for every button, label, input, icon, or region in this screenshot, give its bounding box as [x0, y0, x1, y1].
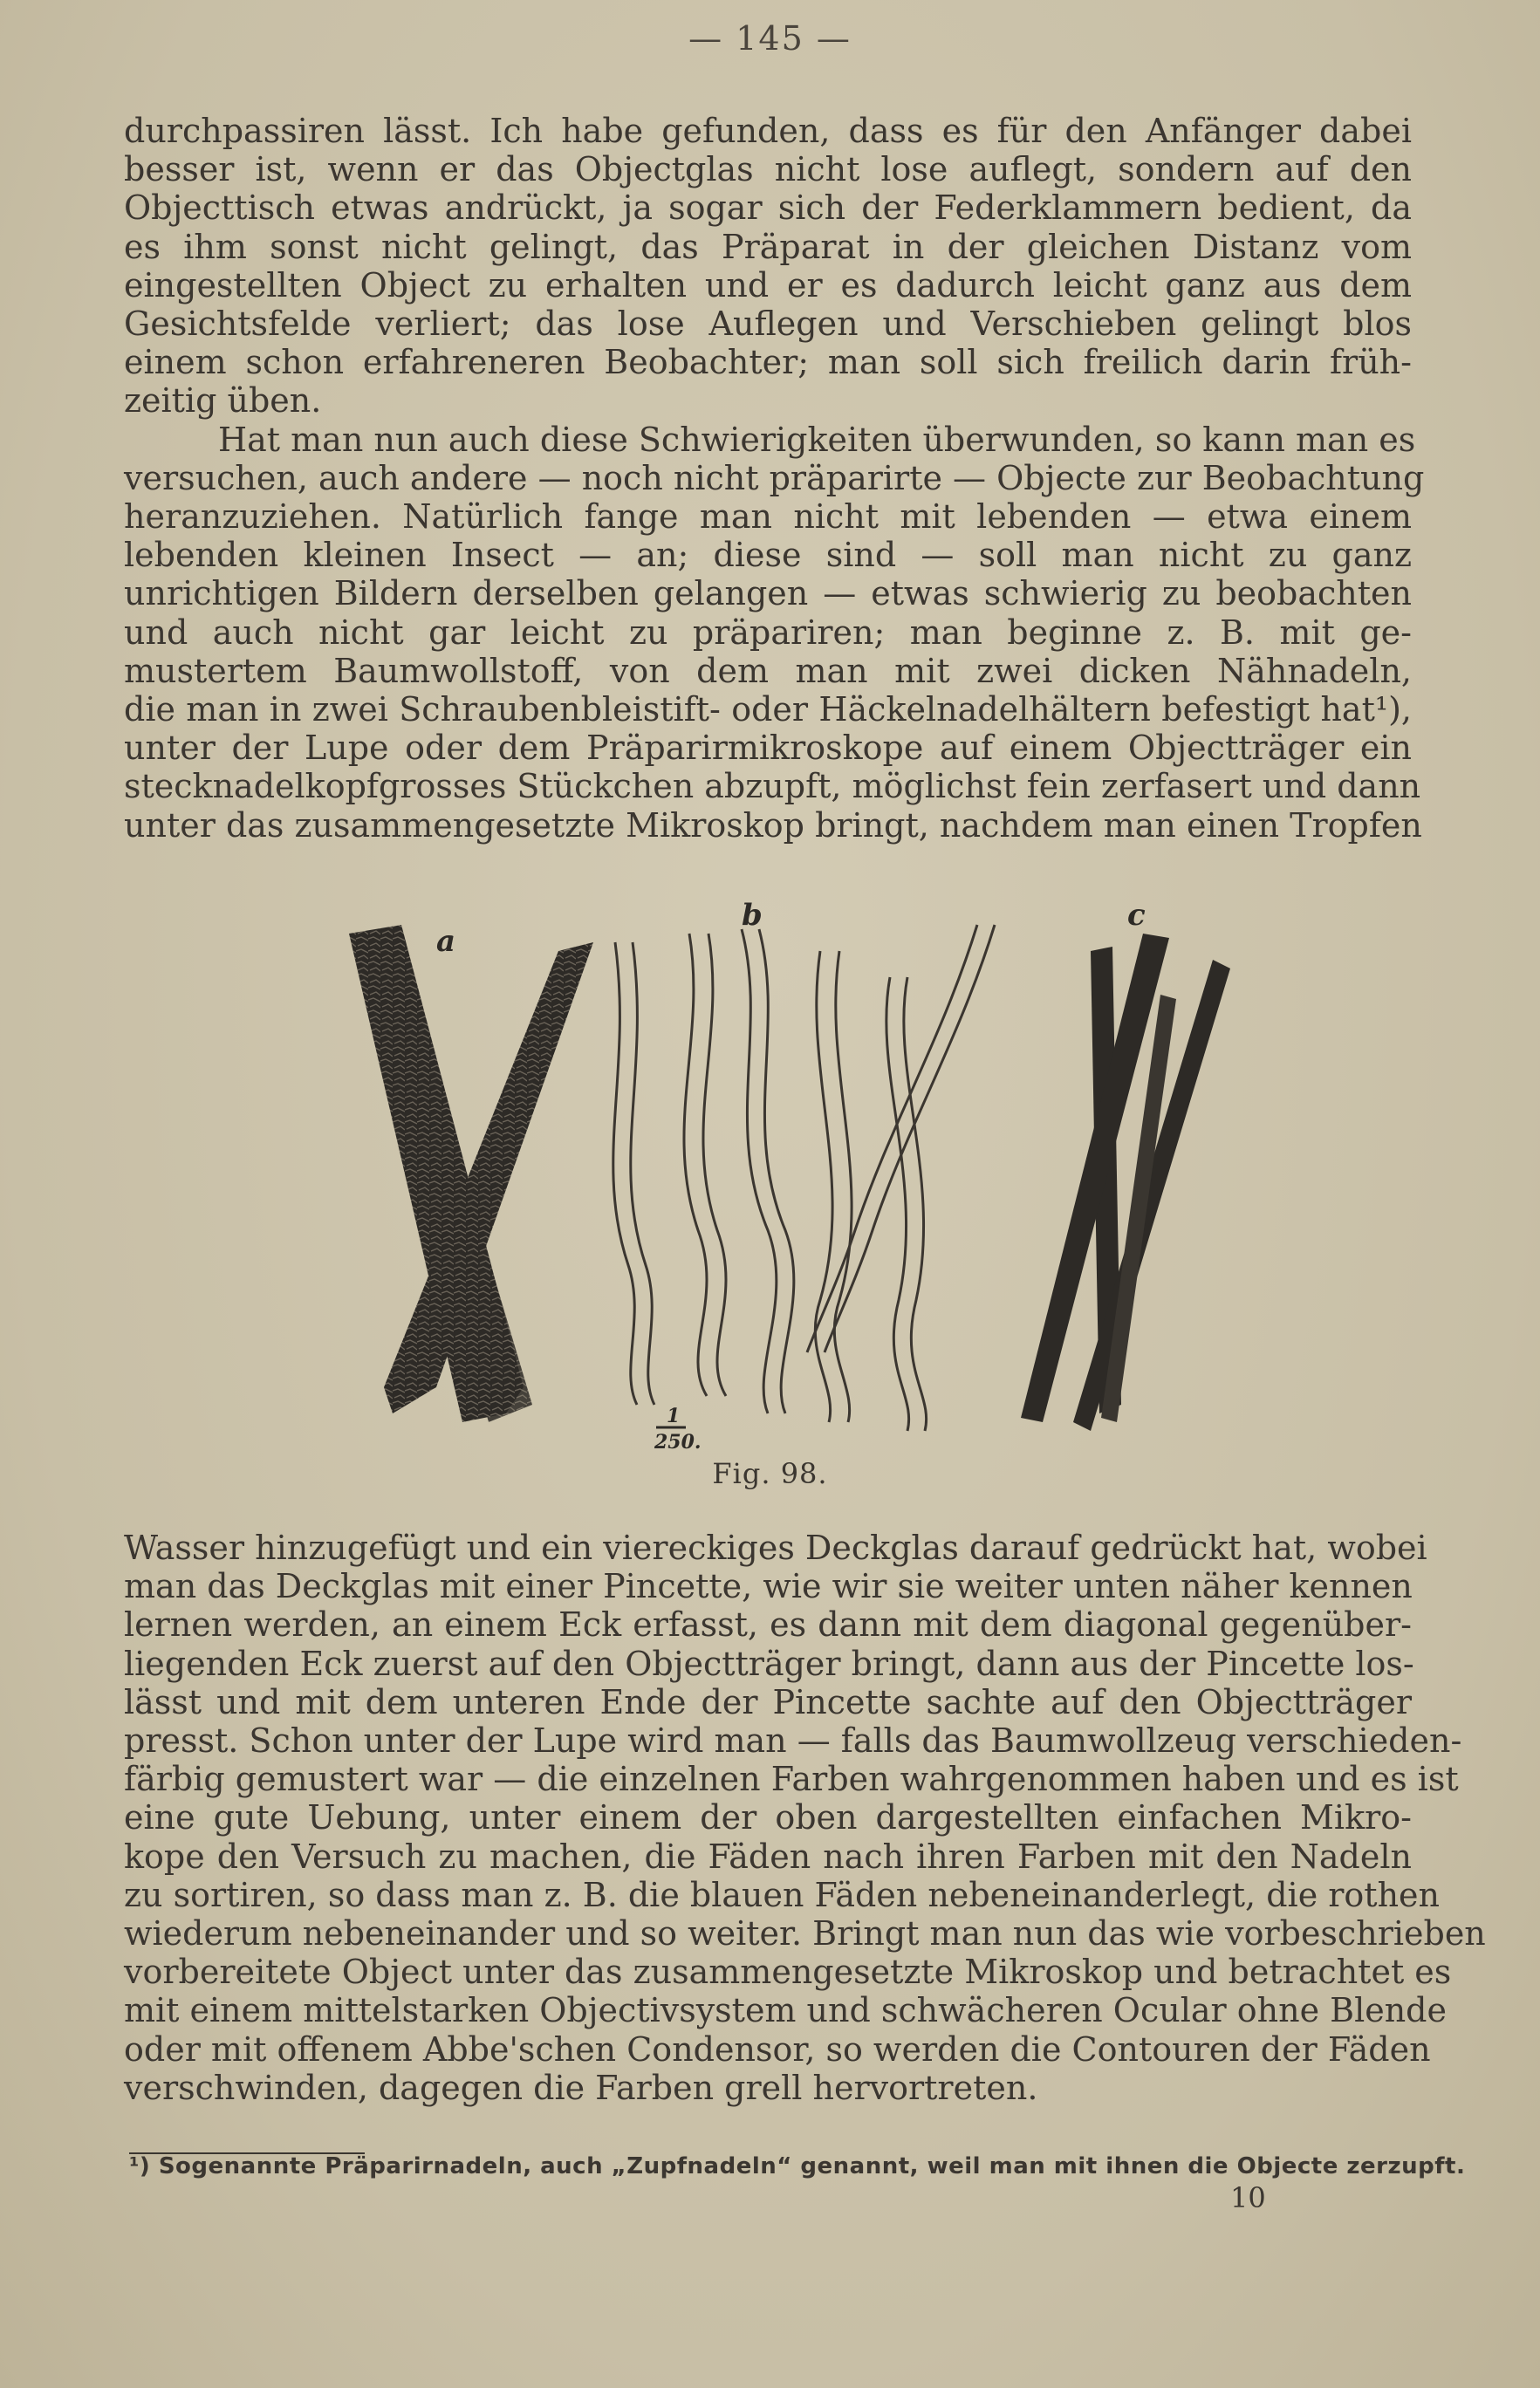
scale-numerator: 1 — [667, 1405, 681, 1427]
text-line: oder mit offenem Abbe'schen Condensor, so werden die Contouren der Fäden — [124, 2029, 1431, 2069]
text-line: unter der Lupe oder dem Präparirmikroskope auf einem Objectträger ein — [124, 729, 1412, 768]
text-line: einem schon erfahreneren Beobachter; man soll sich freilich darin früh- — [124, 343, 1412, 382]
text-line: und auch nicht gar leicht zu präpariren; man beginne z. B. mit ge- — [124, 612, 1412, 652]
text-line: durchpassiren lässt. Ich habe gefunden, dass es für den Anfänger dabei — [124, 112, 1412, 150]
paragraph-block-bottom — [124, 1529, 1486, 2107]
text-line: Hat man nun auch diese Schwierigkeiten überwunden, so kann man es — [218, 420, 1416, 459]
text-line: heranzuziehen. Natürlich fange man nicht mit lebenden — etwa einem — [124, 497, 1412, 537]
figure-label-a: a — [436, 924, 456, 959]
figure-label-b: b — [742, 899, 763, 933]
text-line: mustertem Baumwollstoff, von dem man mit zwei dicken Nähnadeln, — [124, 651, 1412, 690]
figure-cotton-fibers — [332, 899, 1230, 1457]
fiber-illustration — [332, 899, 1230, 1457]
text-line: unrichtigen Bildern derselben gelangen — etwas schwierig zu beobachten — [124, 574, 1412, 613]
text-line: vorbereitete Object unter das zusammengesetzte Mikroskop und betrachtet es — [124, 1953, 1452, 1992]
text-line: Gesichtsfelde verliert; das lose Auflegen und Verschieben gelingt blos — [124, 304, 1412, 344]
text-line: unter das zusammengesetzte Mikroskop bringt, nachdem man einen Tropfen — [124, 805, 1422, 845]
text-line: man das Deckglas mit einer Pincette, wie wir sie weiter unten näher kennen — [124, 1567, 1413, 1606]
text-line: zeitig üben. — [124, 381, 322, 421]
footnote: ¹) Sogenannte Präparirnadeln, auch „Zupfnadeln“ genannt, weil man mit ihnen die Objecte zerzupft. — [129, 2153, 1466, 2179]
text-line: verschwinden, dagegen die Farben grell hervortreten. — [124, 2068, 1038, 2107]
scale-denominator: 250. — [654, 1431, 702, 1454]
fiber-group-c — [1021, 934, 1230, 1431]
text-line: mit einem mittelstarken Objectivsystem und schwächeren Ocular ohne Blende — [124, 1991, 1447, 2030]
text-line: die man in zwei Schraubenbleistift- oder Häckelnadelhältern befestigt hat¹), — [124, 690, 1412, 729]
text-line: lernen werden, an einem Eck erfasst, es dann mit dem diagonal gegenüber- — [124, 1605, 1412, 1645]
figure-label-c: c — [1127, 899, 1146, 933]
text-line: presst. Schon unter der Lupe wird man — falls das Baumwollzeug verschieden- — [124, 1721, 1462, 1761]
paragraph-block-top — [124, 112, 1425, 845]
text-line: eine gute Uebung, unter einem der oben dargestellten einfachen Mikro- — [124, 1798, 1412, 1837]
page-number: — 145 — — [688, 19, 852, 58]
text-line: kope den Versuch zu machen, die Fäden nach ihren Farben mit den Nadeln — [124, 1837, 1412, 1876]
text-line: wiederum nebeneinander und so weiter. Bringt man nun das wie vorbeschrieben — [124, 1914, 1486, 1954]
text-line: lässt und mit dem unteren Ende der Pincette sachte auf den Objectträger — [124, 1682, 1412, 1721]
text-line: versuchen, auch andere — noch nicht präparirte — Objecte zur Beobachtung — [124, 458, 1425, 497]
fiber-group-b — [613, 925, 995, 1431]
text-line: Wasser hinzugefügt und ein viereckiges Deckglas darauf gedrückt hat, wobei — [124, 1529, 1427, 1567]
text-line: besser ist, wenn er das Objectglas nicht lose auflegt, sondern auf den — [124, 150, 1412, 189]
text-line: eingestellten Object zu erhalten und er es dadurch leicht ganz aus dem — [124, 265, 1412, 304]
text-line: Objecttisch etwas andrückt, ja sogar sich der Federklammern bedient, da — [124, 188, 1412, 228]
text-line: färbig gemustert war — die einzelnen Farben wahrgenommen haben und es ist — [124, 1760, 1459, 1799]
signature-mark: 10 — [1230, 2181, 1266, 2214]
text-line: lebenden kleinen Insect — an; diese sind — soll man nicht zu ganz — [124, 536, 1412, 575]
text-line: es ihm sonst nicht gelingt, das Präparat in der gleichen Distanz vom — [124, 227, 1412, 266]
text-line: stecknadelkopfgrosses Stückchen abzupft, möglichst fein zerfasert und dann — [124, 767, 1421, 806]
figure-caption: Fig. 98. — [712, 1457, 828, 1490]
text-line: zu sortiren, so dass man z. B. die blauen Fäden nebeneinanderlegt, die rothen — [124, 1875, 1441, 1914]
fiber-group-a — [349, 925, 593, 1422]
text-line: liegenden Eck zuerst auf den Objectträger bringt, dann aus der Pincette los- — [124, 1644, 1414, 1683]
